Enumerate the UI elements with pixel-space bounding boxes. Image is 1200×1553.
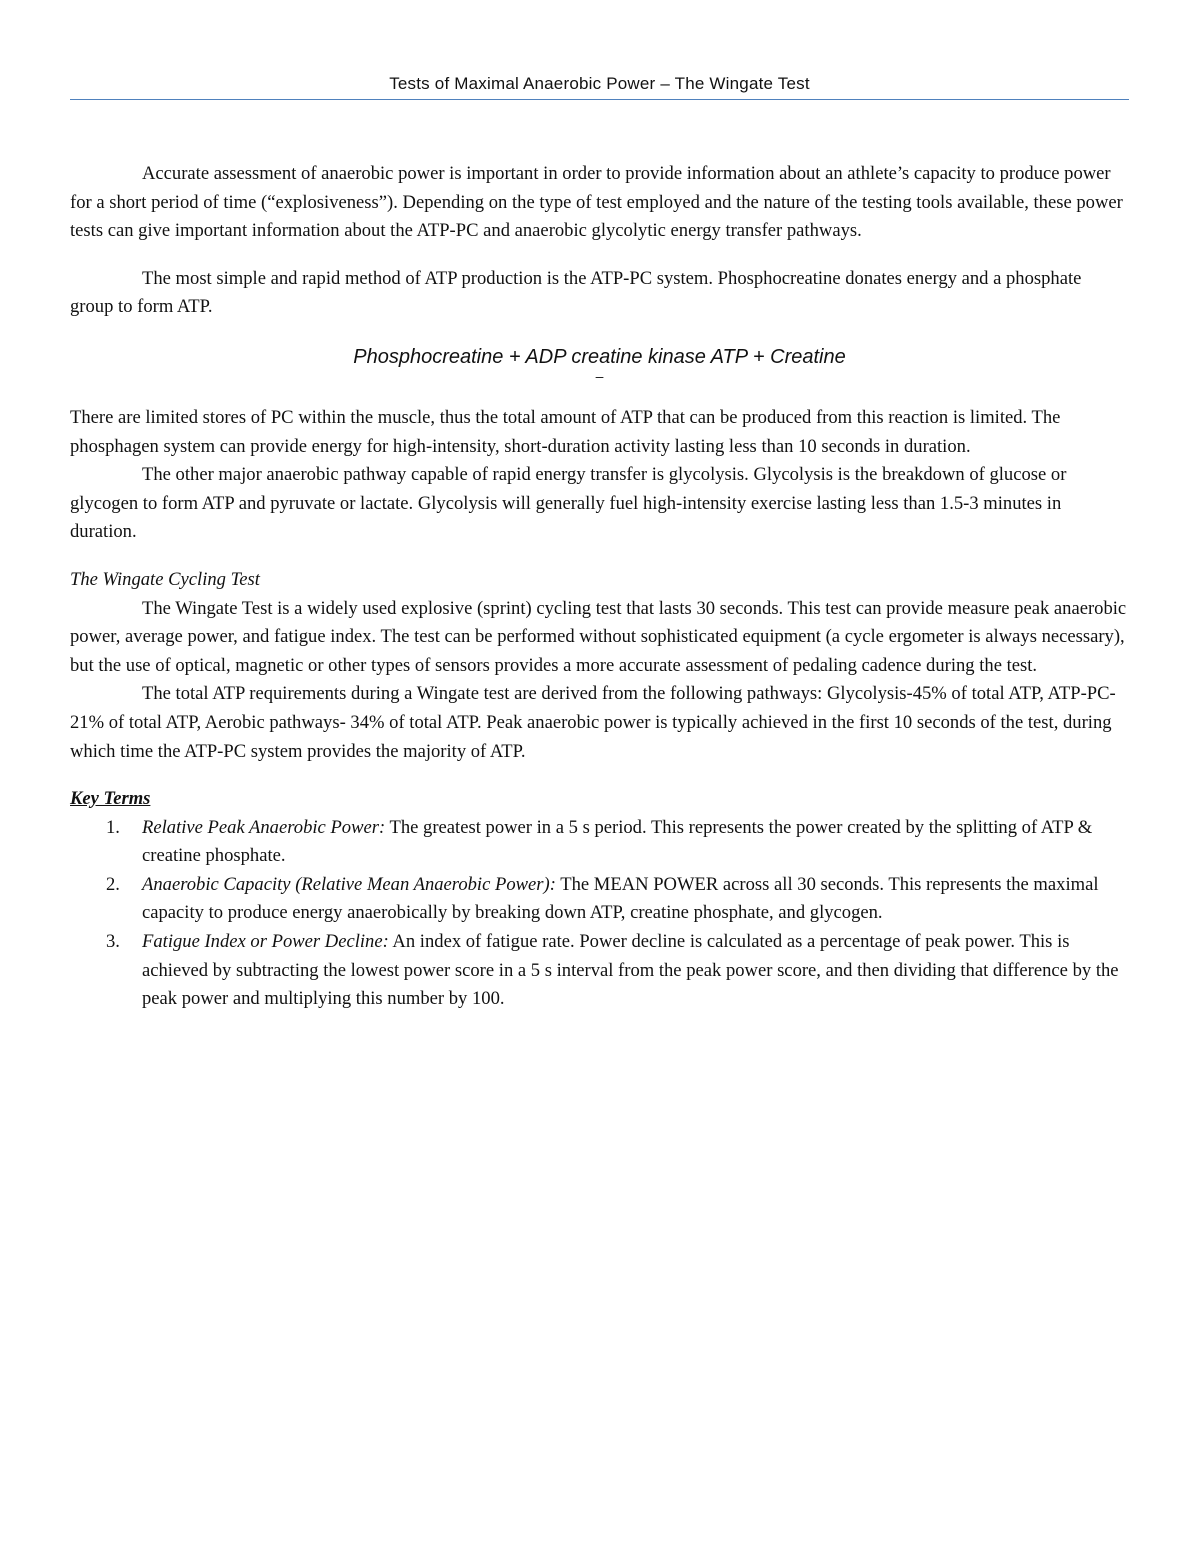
equation-phosphocreatine	[70, 344, 1129, 382]
equation-mark: –	[595, 367, 604, 384]
header-divider	[70, 99, 1129, 100]
list-item	[70, 814, 1129, 871]
section-title-wingate: The Wingate Cycling Test	[70, 568, 260, 590]
paragraph-intro: Accurate assessment of anaerobic power is important in order to provide information about an athlete’s capacity to produce power for a short period of time (“explosiveness”). Depending on the type of test employed and the nature of the testing tools available, these power tests can give important information about the ATP-PC and anaerobic glycolytic energy transfer pathways.	[70, 163, 1123, 242]
list-item-number: 2.	[106, 873, 120, 895]
paragraph-atp-pc: The most simple and rapid method of ATP production is the ATP-PC system. Phosphocreatine donates energy and a phosphate group to form ATP.	[70, 267, 1082, 318]
list-item-definition: An index of fatigue rate. Power decline is calculated as a percentage of peak power. This is achieved by subtracting the lowest power score in a 5 s interval from the peak power score, and then dividing that difference by the peak power and multiplying this number by 100.	[142, 931, 1119, 1010]
page-header-title: Tests of Maximal Anaerobic Power – The Wingate Test	[389, 74, 810, 93]
list-item-number: 3.	[106, 931, 120, 953]
paragraph-pc-stores: There are limited stores of PC within the muscle, thus the total amount of ATP that can be produced from this reaction is limited. The phosphagen system can provide energy for high-intensity, short-duration activity lasting less than 10 seconds in duration.	[70, 406, 1061, 457]
key-terms-title: Key Terms	[70, 788, 151, 810]
document-body	[70, 160, 1129, 1014]
list-item-definition: The greatest power in a 5 s period. This represents the power created by the splitting of ATP & creatine phosphate.	[142, 816, 1093, 867]
paragraph-atp-requirements: The total ATP requirements during a Wingate test are derived from the following pathways: Glycolysis-45% of total ATP, ATP-PC-21% of total ATP, Aerobic pathways- 34% of total ATP. Peak anaerobic power is typically achieved in the first 10 seconds of the test, during which time the ATP-PC system provides the majority of ATP.	[70, 683, 1116, 762]
list-item	[70, 928, 1129, 1014]
list-item-number: 1.	[106, 816, 120, 838]
paragraph-wingate-description: The Wingate Test is a widely used explosive (sprint) cycling test that lasts 30 seconds. This test can provide measure peak anaerobic power, average power, and fatigue index. The test can be performed without sophisticated equipment (a cycle ergometer is always necessary), but the use of optical, magnetic or other types of sensors provides a more accurate assessment of pedaling cadence during the test.	[70, 597, 1127, 676]
key-terms-list	[70, 814, 1129, 1014]
equation-text: Phosphocreatine + ADP creatine kinase ATP + Creatine	[353, 345, 846, 368]
list-item-term: Fatigue Index or Power Decline:	[142, 931, 389, 953]
list-item	[70, 871, 1129, 928]
list-item-term: Relative Peak Anaerobic Power:	[142, 816, 386, 838]
list-item-definition: The MEAN POWER across all 30 seconds. This represents the maximal capacity to produce energy anaerobically by breaking down ATP, creatine phosphate, and glycogen.	[142, 873, 1099, 924]
list-item-term: Anaerobic Capacity (Relative Mean Anaerobic Power):	[142, 873, 556, 895]
paragraph-glycolysis: The other major anaerobic pathway capable of rapid energy transfer is glycolysis. Glycolysis is the breakdown of glucose or glycogen to form ATP and pyruvate or lactate. Glycolysis will generally fuel high-intensity exercise lasting less than 1.5-3 minutes in duration.	[70, 464, 1067, 543]
